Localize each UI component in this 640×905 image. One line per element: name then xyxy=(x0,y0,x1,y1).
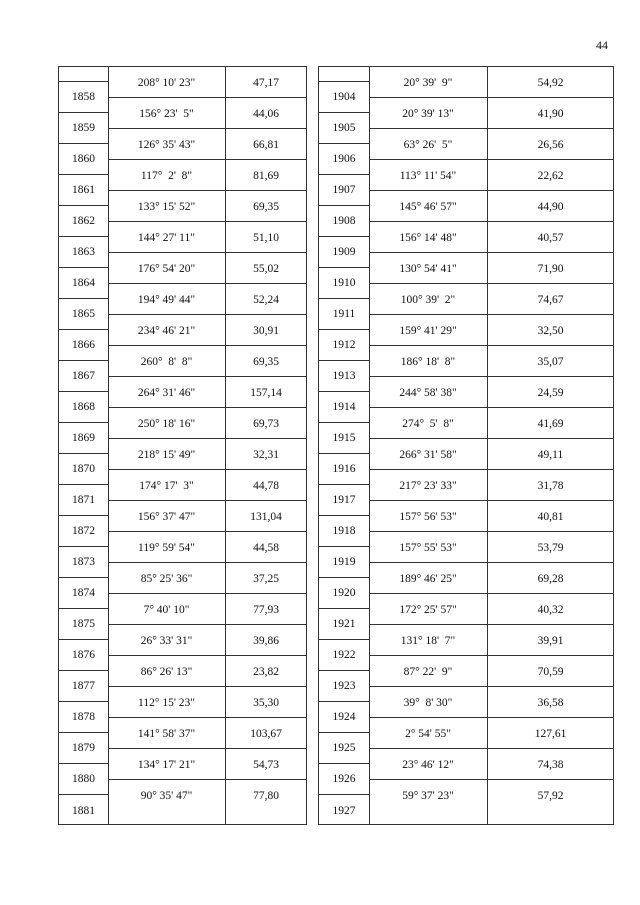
angle-cell: 156° 14' 48" xyxy=(399,231,457,244)
left-table xyxy=(58,66,307,825)
year-header-spacer xyxy=(59,67,108,82)
year-cell: 1878 xyxy=(59,702,108,733)
angle-cell: 133° 15' 52" xyxy=(137,200,196,213)
year-cell: 1871 xyxy=(59,485,108,516)
angle-cell: 130° 54' 41" xyxy=(399,262,457,275)
value-cell: 54,73 xyxy=(253,758,279,771)
angle-cell: 172° 25' 57" xyxy=(399,603,457,616)
angle-cell: 159° 41' 29" xyxy=(399,324,457,337)
year-cell: 1926 xyxy=(319,764,369,795)
angle-cell: 20° 39' 13" xyxy=(402,107,454,120)
year-cell: 1880 xyxy=(59,764,108,795)
year-cell: 1922 xyxy=(319,640,369,671)
angle-cell: 189° 46' 25" xyxy=(399,572,457,585)
value-cell: 40,32 xyxy=(537,603,564,616)
year-cell: 1859 xyxy=(59,113,108,144)
angle-cell: 157° 56' 53" xyxy=(399,510,457,523)
year-cell: 1916 xyxy=(319,454,369,485)
angle-cell: 176° 54' 20" xyxy=(137,262,196,275)
angle-cell: 20° 39' 9" xyxy=(403,76,453,89)
angle-cell: 134° 17' 21" xyxy=(137,758,196,771)
year-cell: 1861 xyxy=(59,175,108,206)
value-cell: 44,78 xyxy=(253,479,279,492)
year-cell: 1910 xyxy=(319,268,369,299)
value-cell: 52,24 xyxy=(253,293,279,306)
year-cell: 1909 xyxy=(319,237,369,268)
year-cell: 1870 xyxy=(59,454,108,485)
angle-cell: 194° 49' 44" xyxy=(137,293,196,306)
year-cell: 1913 xyxy=(319,361,369,392)
year-cell: 1904 xyxy=(319,82,369,113)
angle-cell: 244° 58' 38" xyxy=(399,386,457,399)
year-cell: 1879 xyxy=(59,733,108,764)
year-cell: 1924 xyxy=(319,702,369,733)
year-cell: 1881 xyxy=(72,804,95,817)
angle-cell: 264° 31' 46" xyxy=(137,386,196,399)
angle-cell: 90° 35' 47" xyxy=(140,789,193,802)
year-cell: 1917 xyxy=(319,485,369,516)
value-cell: 81,69 xyxy=(253,169,279,182)
value-cell: 23,82 xyxy=(253,665,279,678)
year-cell: 1860 xyxy=(59,144,108,175)
value-cell: 157,14 xyxy=(250,386,282,399)
angle-cell: 39° 8' 30" xyxy=(403,696,453,709)
year-cell: 1864 xyxy=(59,268,108,299)
year-cell: 1875 xyxy=(59,609,108,640)
value-cell: 66,81 xyxy=(253,138,279,151)
angle-cell: 86° 26' 13" xyxy=(140,665,193,678)
year-cell: 1873 xyxy=(59,547,108,578)
angle-cell: 63° 26' 5" xyxy=(403,138,453,151)
value-cell: 35,07 xyxy=(537,355,564,368)
angle-cell: 23° 46' 12" xyxy=(402,758,454,771)
year-cell: 1919 xyxy=(319,547,369,578)
angle-cell: 157° 55' 53" xyxy=(399,541,457,554)
value-cell: 32,31 xyxy=(253,448,279,461)
angle-cell: 119° 59' 54" xyxy=(138,541,195,554)
value-cell: 30,91 xyxy=(253,324,279,337)
value-cell: 77,93 xyxy=(253,603,279,616)
year-cell: 1866 xyxy=(59,330,108,361)
year-cell: 1865 xyxy=(59,299,108,330)
year-cell: 1920 xyxy=(319,578,369,609)
angle-cell: 174° 17' 3" xyxy=(139,479,194,492)
value-cell: 47,17 xyxy=(253,76,279,89)
angle-cell: 266° 31' 58" xyxy=(399,448,457,461)
year-cell: 1872 xyxy=(59,516,108,547)
year-cell: 1877 xyxy=(59,671,108,702)
value-cell: 41,69 xyxy=(537,417,564,430)
year-cell: 1915 xyxy=(319,423,369,454)
angle-cell: 156° 37' 47" xyxy=(137,510,196,523)
value-cell: 37,25 xyxy=(253,572,279,585)
angle-cell: 145° 46' 57" xyxy=(399,200,457,213)
year-cell: 1868 xyxy=(59,392,108,423)
angle-cell: 100° 39' 2" xyxy=(400,293,456,306)
angle-cell: 85° 25' 36" xyxy=(140,572,193,585)
value-cell: 70,59 xyxy=(537,665,564,678)
value-cell: 131,04 xyxy=(250,510,282,523)
year-cell: 1911 xyxy=(319,299,369,330)
year-cell: 1858 xyxy=(59,82,108,113)
page-number: 44 xyxy=(596,38,608,52)
year-cell: 1925 xyxy=(319,733,369,764)
angle-cell: 208° 10' 23" xyxy=(137,76,196,89)
value-cell: 41,90 xyxy=(537,107,564,120)
year-cell: 1923 xyxy=(319,671,369,702)
value-cell: 40,57 xyxy=(537,231,564,244)
value-cell: 44,90 xyxy=(537,200,564,213)
year-cell: 1867 xyxy=(59,361,108,392)
value-cell: 69,28 xyxy=(537,572,564,585)
value-cell: 24,59 xyxy=(537,386,564,399)
angle-cell: 218° 15' 49" xyxy=(137,448,196,461)
angle-cell: 87° 22' 9" xyxy=(403,665,453,678)
value-cell: 40,81 xyxy=(537,510,564,523)
angle-cell: 144° 27' 11" xyxy=(138,231,195,244)
year-cell: 1862 xyxy=(59,206,108,237)
value-cell: 127,61 xyxy=(534,727,567,740)
year-cell: 1874 xyxy=(59,578,108,609)
year-cell: 1927 xyxy=(332,804,356,817)
angle-cell: 260° 8' 8" xyxy=(140,355,193,368)
value-cell: 39,86 xyxy=(253,634,279,647)
year-cell: 1918 xyxy=(319,516,369,547)
year-cell: 1876 xyxy=(59,640,108,671)
angle-cell: 156° 23' 5" xyxy=(139,107,194,120)
year-header-spacer xyxy=(319,67,369,82)
right-table xyxy=(318,66,614,825)
value-cell: 103,67 xyxy=(250,727,282,740)
value-cell: 44,06 xyxy=(253,107,279,120)
value-cell: 69,35 xyxy=(253,355,279,368)
year-cell: 1908 xyxy=(319,206,369,237)
value-cell: 74,38 xyxy=(537,758,564,771)
value-cell: 39,91 xyxy=(537,634,564,647)
angle-cell: 7° 40' 10" xyxy=(143,603,190,616)
value-cell: 26,56 xyxy=(537,138,564,151)
value-cell: 44,58 xyxy=(253,541,279,554)
year-cell: 1906 xyxy=(319,144,369,175)
value-cell: 77,80 xyxy=(253,789,279,802)
year-cell: 1869 xyxy=(59,423,108,454)
angle-cell: 131° 18' 7" xyxy=(400,634,456,647)
angle-cell: 234° 46' 21" xyxy=(137,324,196,337)
year-cell: 1907 xyxy=(319,175,369,206)
value-cell: 71,90 xyxy=(537,262,564,275)
year-cell: 1914 xyxy=(319,392,369,423)
value-cell: 74,67 xyxy=(537,293,564,306)
angle-cell: 186° 18' 8" xyxy=(400,355,456,368)
value-cell: 32,50 xyxy=(537,324,564,337)
value-cell: 57,92 xyxy=(537,789,564,802)
angle-cell: 112° 15' 23" xyxy=(138,696,195,709)
angle-cell: 26° 33' 31" xyxy=(140,634,193,647)
angle-cell: 113° 11' 54" xyxy=(399,169,457,182)
year-cell: 1921 xyxy=(319,609,369,640)
value-cell: 69,35 xyxy=(253,200,279,213)
year-cell: 1905 xyxy=(319,113,369,144)
value-cell: 22,62 xyxy=(537,169,564,182)
angle-cell: 250° 18' 16" xyxy=(137,417,196,430)
year-cell: 1912 xyxy=(319,330,369,361)
angle-cell: 274° 5' 8" xyxy=(402,417,454,430)
angle-cell: 117° 2' 8" xyxy=(140,169,193,182)
value-cell: 54,92 xyxy=(537,76,564,89)
value-cell: 55,02 xyxy=(253,262,279,275)
value-cell: 69,73 xyxy=(253,417,279,430)
value-cell: 53,79 xyxy=(537,541,564,554)
value-cell: 31,78 xyxy=(537,479,564,492)
angle-cell: 126° 35' 43" xyxy=(137,138,196,151)
angle-cell: 2° 54' 55" xyxy=(405,727,451,740)
angle-cell: 59° 37' 23" xyxy=(402,789,454,802)
angle-cell: 217° 23' 33" xyxy=(399,479,457,492)
value-cell: 36,58 xyxy=(537,696,564,709)
value-cell: 49,11 xyxy=(537,448,564,461)
year-cell: 1863 xyxy=(59,237,108,268)
angle-cell: 141° 58' 37" xyxy=(137,727,196,740)
value-cell: 35,30 xyxy=(253,696,279,709)
value-cell: 51,10 xyxy=(253,231,279,244)
